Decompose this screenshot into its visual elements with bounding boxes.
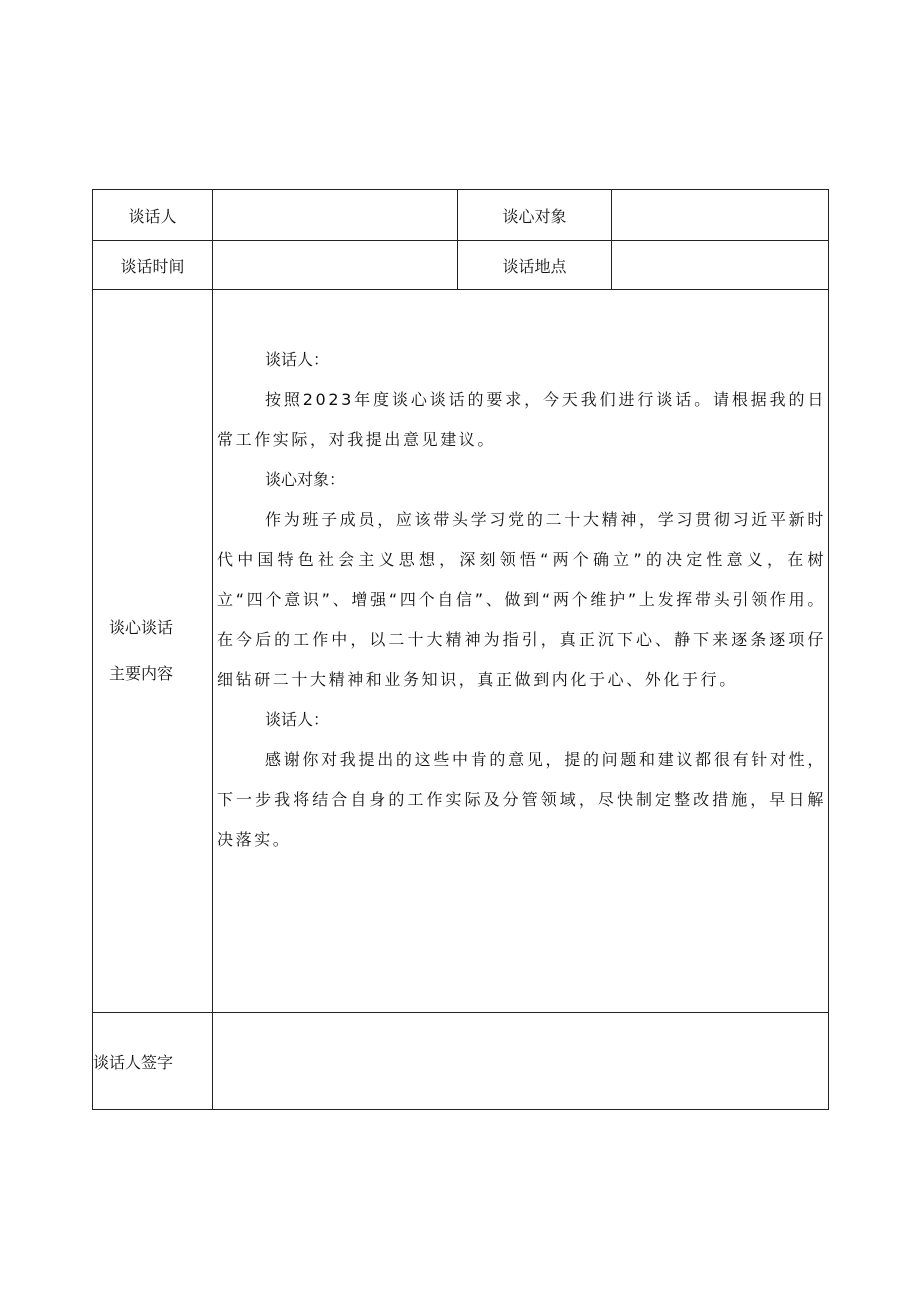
table-row-signature <box>93 1013 829 1110</box>
table-row-speaker <box>93 190 829 241</box>
time-label: 谈话时间 <box>120 256 185 276</box>
content-label-line1: 谈心谈话 <box>109 618 174 637</box>
dialogue-block-2 <box>217 460 828 700</box>
dialogue-block-3 <box>217 700 828 860</box>
time-value-field[interactable] <box>213 241 458 290</box>
table-row-time <box>93 241 829 290</box>
target-value-field[interactable] <box>612 190 829 241</box>
content-label-line2: 主要内容 <box>109 664 174 683</box>
place-value-field[interactable] <box>612 241 829 290</box>
place-label: 谈话地点 <box>502 256 567 276</box>
speaker-label: 谈话人 <box>128 206 177 226</box>
signature-field[interactable] <box>213 1013 829 1110</box>
dialogue-speaker: 谈心对象： <box>265 470 346 489</box>
signature-label-cell <box>93 1013 213 1110</box>
speaker-label-cell <box>93 190 213 241</box>
dialogue-text: 按照2023年度谈心谈话的要求，今天我们进行谈话。请根据我的日常工作实际，对我提出意见建议。 <box>217 390 826 449</box>
dialogue-text: 感谢你对我提出的这些中肯的意见，提的问题和建议都很有针对性，下一步我将结合自身的工作实际及分管领域，尽快制定整改措施，早日解决落实。 <box>217 750 826 849</box>
content-body-cell <box>213 290 829 1013</box>
target-label: 谈心对象 <box>502 206 567 226</box>
table-row-content <box>93 290 829 1013</box>
speaker-value-field[interactable] <box>213 190 458 241</box>
dialogue-speaker: 谈话人： <box>265 710 330 729</box>
dialogue-block-1 <box>217 340 828 460</box>
dialogue-speaker: 谈话人： <box>265 350 330 369</box>
target-label-cell <box>458 190 612 241</box>
signature-label: 谈话人签字 <box>93 1052 174 1072</box>
place-label-cell <box>458 241 612 290</box>
dialogue-text: 作为班子成员，应该带头学习党的二十大精神，学习贯彻习近平新时代中国特色社会主义思想，深刻领悟“两个确立”的决定性意义，在树立“四个意识”、增强“四个自信”、做到“两个维护”上发挥带头引领作用。在今后的工作中，以二十大精神为指引，真正沉下心、静下来逐条逐项仔细钻研二十大精神和业务知识，真正做到内化于心、外化于行。 <box>217 510 826 689</box>
talk-record-table <box>92 189 829 1110</box>
content-label-cell <box>93 290 213 1013</box>
time-label-cell <box>93 241 213 290</box>
